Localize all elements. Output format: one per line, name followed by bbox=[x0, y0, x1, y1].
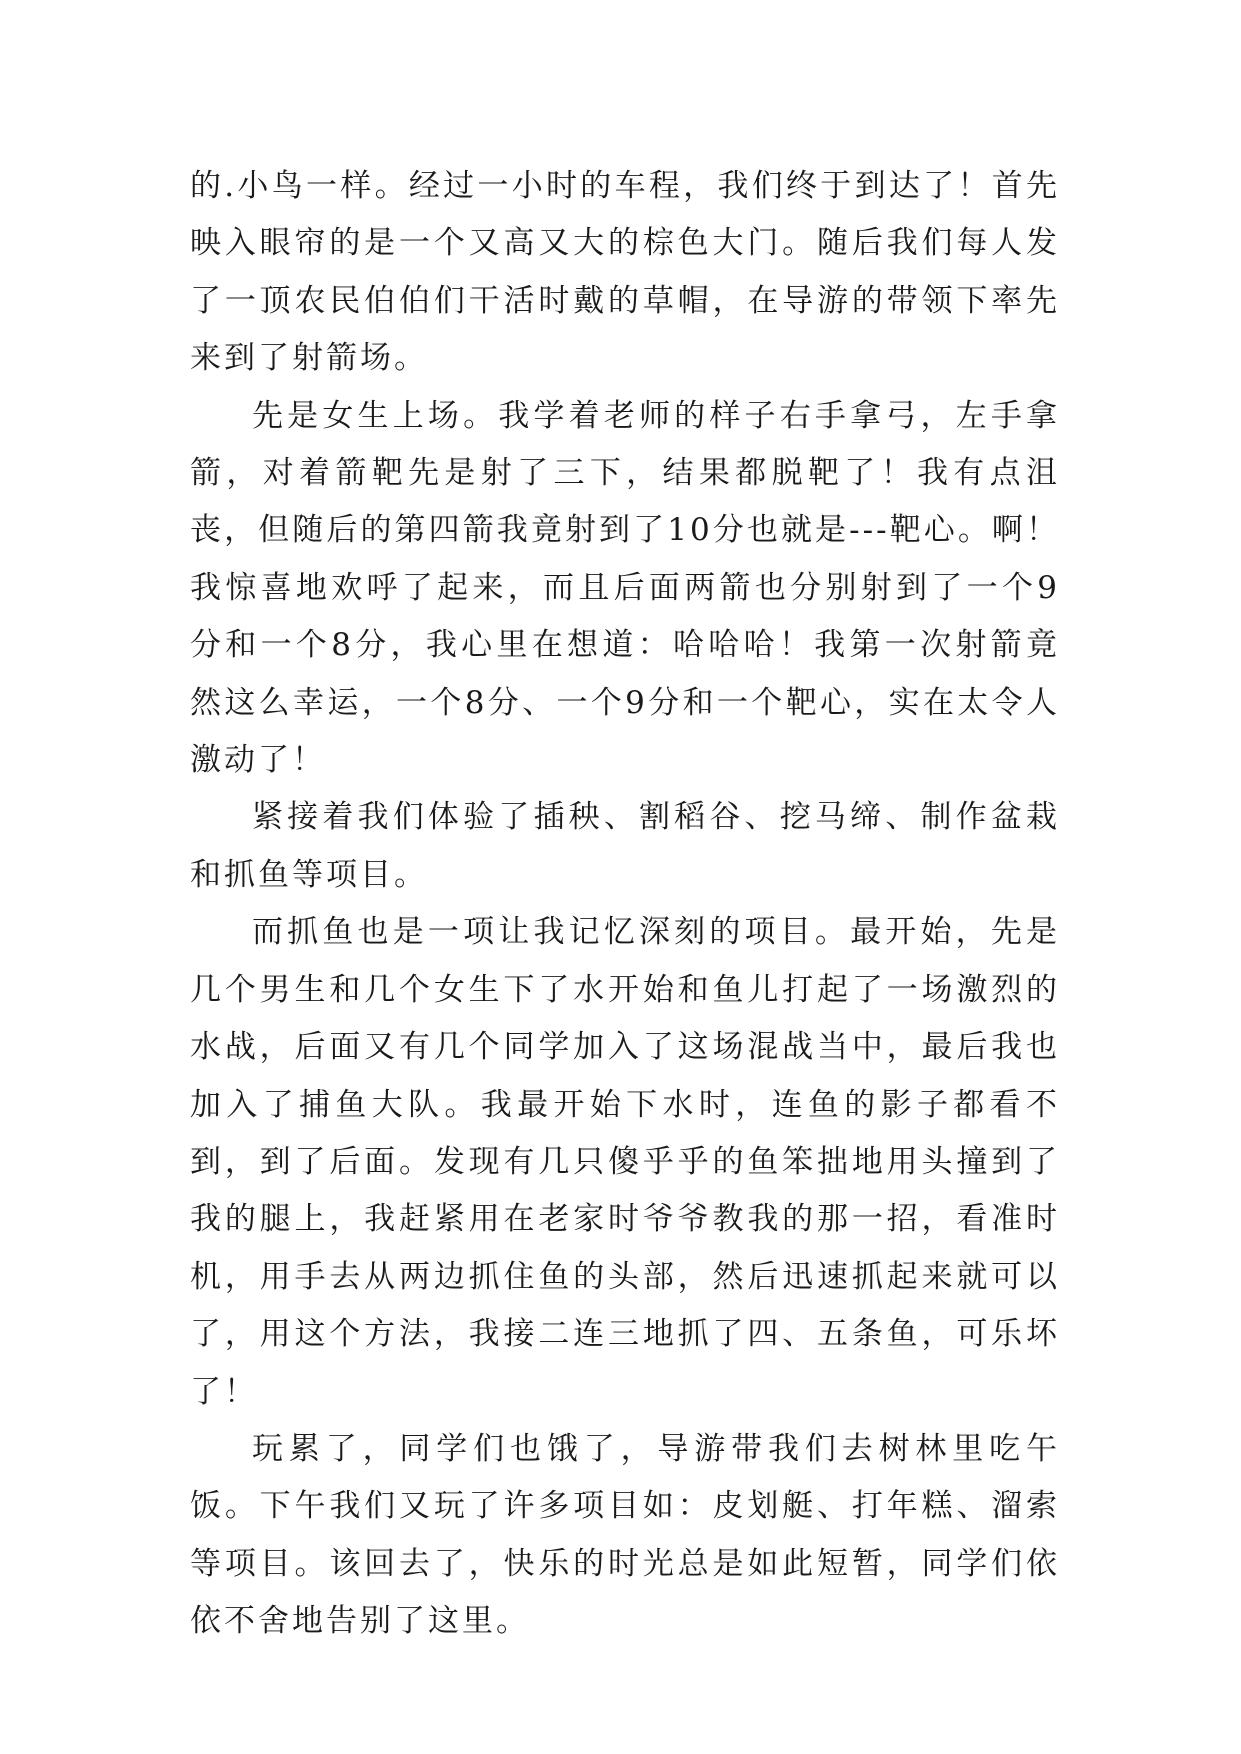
paragraph-1: 的.小鸟一样。经过一小时的车程，我们终于到达了！首先映入眼帘的是一个又高又大的棕色大门。随后我们每人发了一顶农民伯伯们干活时戴的草帽，在导游的带领下率先来到了射箭场。 bbox=[190, 168, 1060, 377]
paragraph-2: 先是女生上场。我学着老师的样子右手拿弓，左手拿箭，对着箭靶先是射了三下，结果都脱靶了！我有点沮丧，但随后的第四箭我竟射到了10分也就是---靶心。啊！我惊喜地欢呼了起来，而且后面两箭也分别射到了一个9分和一个8分，我心里在想道：哈哈哈！我第一次射箭竟然这么幸运，一个8分、一个9分和一个靶心，实在太令人激动了！ bbox=[190, 397, 1060, 779]
document-body bbox=[190, 158, 1060, 1651]
paragraph-4: 而抓鱼也是一项让我记忆深刻的项目。最开始，先是几个男生和几个女生下了水开始和鱼儿打起了一场激烈的水战，后面又有几个同学加入了这场混战当中，最后我也加入了捕鱼大队。我最开始下水时，连鱼的影子都看不到，到了后面。发现有几只傻乎乎的鱼笨拙地用头撞到了我的腿上，我赶紧用在老家时爷爷教我的那一招，看准时机，用手去从两边抓住鱼的头部，然后迅速抓起来就可以了，用这个方法，我接二连三地抓了四、五条鱼，可乐坏了！ bbox=[190, 914, 1060, 1410]
paragraph-5: 玩累了，同学们也饿了，导游带我们去树林里吃午饭。下午我们又玩了许多项目如：皮划艇、打年糕、溜索等项目。该回去了，快乐的时光总是如此短暂，同学们依依不舍地告别了这里。 bbox=[190, 1430, 1060, 1640]
paragraph-3: 紧接着我们体验了插秧、割稻谷、挖马缔、制作盆栽和抓鱼等项目。 bbox=[190, 799, 1060, 893]
